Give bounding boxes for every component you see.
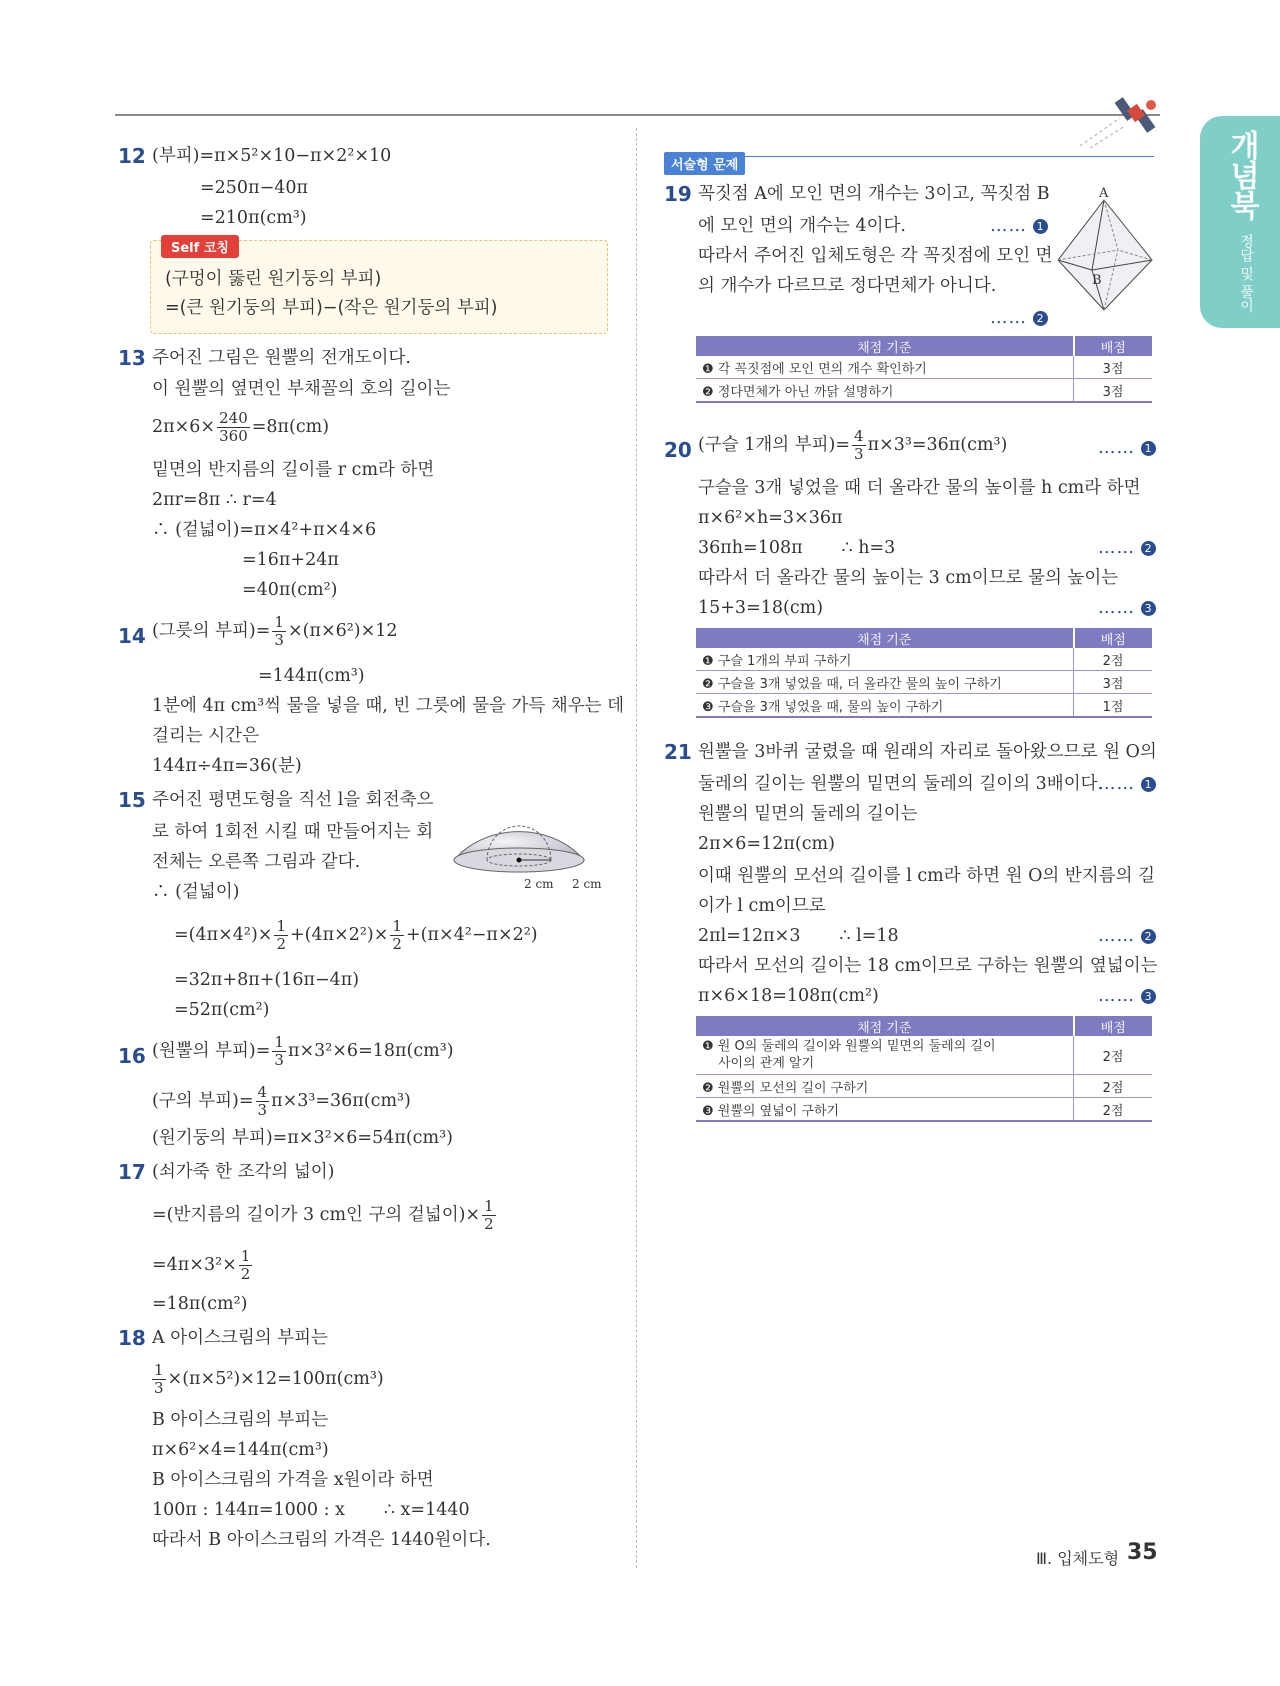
problem-number: 14 [118,624,146,648]
table-header: 배점 [1074,1016,1153,1036]
p19-line: 의 개수가 다르므로 정다면체가 아니다. [698,276,997,296]
fraction [852,428,866,463]
criteria-cell: ❷ 정다면체가 아닌 까닭 설명하기 [696,379,1074,403]
p14-line: 1분에 4π cm³씩 물을 넣을 때, 빈 그릇에 물을 가득 채우는 데 [152,696,625,716]
problem-number: 12 [118,144,146,168]
p16-line [152,1084,411,1119]
p13-line [152,410,329,445]
fraction [274,918,288,953]
marker-circle: 1 [1033,219,1048,234]
denominator: 3 [854,445,864,463]
text: +(π×4²−π×2²) [405,925,538,945]
hemisphere-figure [448,788,618,898]
p18-line: 100π : 144π=1000 : x ∴ x=1440 [152,1500,470,1520]
p21-line: 이가 l cm이므로 [698,896,826,916]
p20-line: 15+3=18(cm) [698,598,824,618]
fraction [272,614,286,649]
marker-circle: 1 [1141,777,1156,792]
p17-line [152,1248,254,1283]
table-header: 채점 기준 [696,628,1074,648]
p20-line: 따라서 더 올라간 물의 높이는 3 cm이므로 물의 높이는 [698,568,1119,588]
numerator: 1 [274,1033,284,1051]
score-cell: 3점 [1074,671,1153,694]
p19-line: 따라서 주어진 입체도형은 각 꼭짓점에 모인 면 [698,246,1053,266]
text: ❶ 원 O의 둘레의 길이와 원뿔의 밑면의 둘레의 길이 [702,1039,996,1054]
answer-marker [1098,596,1156,620]
dots: …… [990,308,1027,328]
denominator: 3 [154,1379,164,1397]
text: =4π×3²× [152,1255,237,1275]
p17-line: =18π(cm²) [152,1294,248,1314]
p13-line: 2πr=8π ∴ r=4 [152,490,277,510]
denominator: 2 [240,1265,251,1283]
fig-label: 2 cm [524,877,554,891]
answer-marker [990,306,1048,330]
p20-line: π×6²×h=3×36π [698,508,843,528]
dots: …… [1098,538,1135,558]
dots: …… [1098,926,1135,946]
p21-line: 원뿔을 3바퀴 굴렸을 때 원래의 자리로 돌아왔으므로 원 O의 [698,742,1157,762]
p13-line: =16π+24π [242,550,339,570]
fig-label: 2 cm [572,877,602,891]
p17-line: (쇠가죽 한 조각의 넓이) [152,1162,335,1182]
p15-line: 로 하여 1회전 시킬 때 만들어지는 회 [152,822,434,842]
p13-line: 주어진 그림은 원뿔의 전개도이다. [152,348,411,368]
top-rule [115,114,1160,116]
text: ×(π×6²)×12 [287,621,398,641]
p13-line: 밑면의 반지름의 길이를 r cm라 하면 [152,460,435,480]
criteria-cell: ❶ 구슬 1개의 부피 구하기 [696,648,1074,671]
p16-line: (원기둥의 부피)=π×3²×6=54π(cm³) [152,1128,453,1148]
side-tab-title: 개념북 [1224,130,1259,220]
p15-line: =32π+8π+(16π−4π) [174,970,360,990]
text: =(반지름의 길이가 3 cm인 구의 겉넓이)× [152,1205,481,1225]
p20-line: 36πh=108π ∴ h=3 [698,538,896,558]
criteria-cell: ❷ 원뿔의 모선의 길이 구하기 [696,1075,1074,1098]
text: π×3³=36π(cm³) [271,1091,411,1111]
denominator: 3 [257,1101,268,1119]
score-cell: 3점 [1074,356,1153,379]
text: +(4π×2²)× [289,925,389,945]
marker-circle: 2 [1141,541,1156,556]
dots: …… [1098,986,1135,1006]
p18-line [150,1362,384,1397]
p14-line: 144π÷4π=36(분) [152,756,302,776]
score-cell: 1점 [1074,694,1153,718]
scoring-table [696,1016,1152,1122]
p16-line [152,1034,454,1069]
p21-line: 2πl=12π×3 ∴ l=18 [698,926,899,946]
text: 에 모인 면의 개수는 4이다. [698,216,906,236]
p13-line: ∴ (겉넓이)=π×4²+π×4×6 [152,520,377,540]
problem-number: 20 [664,438,692,462]
numerator: 240 [219,409,248,427]
numerator: 1 [484,1197,494,1215]
bipyramid-figure [1052,186,1162,316]
text: ×(π×5²)×12=100π(cm³) [167,1369,384,1389]
table-header: 채점 기준 [696,1016,1074,1036]
problem-number: 19 [664,182,692,206]
text: (그릇의 부피)= [152,621,271,641]
answer-marker [1098,984,1156,1008]
fraction [482,1198,496,1233]
score-cell: 3점 [1074,379,1153,403]
fraction [390,918,404,953]
fraction [272,1034,286,1069]
fraction [239,1248,253,1283]
answer-marker [1098,436,1156,460]
self-coaching-line: =(큰 원기둥의 부피)−(작은 원기둥의 부피) [165,298,498,318]
p18-line: 따라서 B 아이스크림의 가격은 1440원이다. [152,1530,491,1550]
dots: …… [990,216,1027,236]
marker-circle: 2 [1141,929,1156,944]
p15-line: 주어진 평면도형을 직선 l을 회전축으 [152,790,434,810]
criteria-cell [696,1036,1074,1075]
p13-line: =40π(cm²) [242,580,338,600]
p17-line [152,1198,498,1233]
numerator: 1 [392,917,402,935]
scoring-table [696,628,1152,718]
text: =8π(cm) [251,417,330,437]
p21-line: 이때 원뿔의 모선의 길이를 l cm라 하면 원 O의 반지름의 길 [698,866,1155,886]
numerator: 4 [854,427,864,445]
answer-marker [990,214,1048,238]
p18-line: B 아이스크림의 가격을 x원이라 하면 [152,1470,434,1490]
self-coaching-badge: Self 코칭 [161,235,239,258]
dots: …… [1098,438,1135,458]
p21-line: 원뿔의 밑면의 둘레의 길이는 [698,804,918,824]
vertex-label: A [1099,186,1109,201]
denominator: 2 [276,935,286,953]
problem-number: 15 [118,788,146,812]
side-tab-subtitle: 정답 및 풀이 [1238,234,1254,313]
numerator: 1 [274,613,284,631]
denominator: 3 [274,1051,284,1069]
marker-circle: 3 [1141,989,1156,1004]
score-cell: 2점 [1074,1075,1153,1098]
p12-line: =210π(cm³) [200,208,307,228]
fraction [256,1084,270,1119]
p14-line: =144π(cm³) [258,666,365,686]
p12-line: (부피)=π×5²×10−π×2²×10 [152,146,392,166]
table-header: 배점 [1074,336,1153,356]
p12-line: =250π−40π [200,178,308,198]
problem-number: 17 [118,1160,146,1184]
answer-marker [1098,536,1156,560]
numerator: 4 [257,1083,268,1101]
p19-line: 꼭짓점 A에 모인 면의 개수는 3이고, 꼭짓점 B [698,184,1050,204]
numerator: 1 [240,1247,251,1265]
answer-marker [1098,924,1156,948]
denominator: 2 [392,935,402,953]
p15-line: 전체는 오른쪽 그림과 같다. [152,852,361,872]
denominator: 3 [274,631,284,649]
p21-line: 둘레의 길이는 원뿔의 밑면의 둘레의 길이의 3배이다. [698,774,1104,794]
score-cell: 2점 [1074,648,1153,671]
text: π×3³=36π(cm³) [867,435,1008,455]
section-badge: 서술형 문제 [664,152,745,175]
marker-circle: 1 [1141,441,1156,456]
text: 사이의 관계 알기 [718,1056,815,1071]
p20-line: 구슬을 3개 넣었을 때 더 올라간 물의 높이를 h cm라 하면 [698,478,1141,498]
p21-line: 따라서 모선의 길이는 18 cm이므로 구하는 원뿔의 옆넓이는 [698,956,1158,976]
answer-marker [1098,772,1156,796]
self-coaching-box [150,240,608,334]
problem-number: 13 [118,346,146,370]
self-coaching-line: (구멍이 뚫린 원기둥의 부피) [165,269,382,289]
p15-line [174,918,538,953]
fraction [152,1362,166,1397]
marker-circle: 3 [1141,601,1156,616]
problem-number: 16 [118,1044,146,1068]
score-cell: 2점 [1074,1036,1153,1075]
satellite-icon [1080,88,1180,148]
text: π×3²×6=18π(cm³) [287,1041,454,1061]
p15-line: =52π(cm²) [174,1000,270,1020]
criteria-cell: ❸ 원뿔의 옆넓이 구하기 [696,1098,1074,1122]
p14-line [152,614,398,649]
score-cell: 2점 [1074,1098,1153,1122]
p18-line: B 아이스크림의 부피는 [152,1410,329,1430]
criteria-cell: ❶ 각 꼭짓점에 모인 면의 개수 확인하기 [696,356,1074,379]
p13-line: 이 원뿔의 옆면인 부채꼴의 호의 길이는 [152,379,451,399]
chapter-label: Ⅲ. 입체도형 [1036,1549,1120,1568]
text: (구슬 1개의 부피)= [698,435,851,455]
marker-circle: 2 [1033,311,1048,326]
criteria-cell: ❸ 구슬을 3개 넣었을 때, 물의 높이 구하기 [696,694,1074,718]
column-separator [636,128,637,1568]
scoring-table [696,336,1152,403]
p15-line: ∴ (겉넓이) [152,882,240,902]
table-header: 채점 기준 [696,336,1074,356]
text: =(4π×4²)× [174,925,273,945]
page-number: 35 [1127,1540,1158,1565]
problem-number: 21 [664,740,692,764]
table-header: 배점 [1074,628,1153,648]
criteria-cell: ❷ 구슬을 3개 넣었을 때, 더 올라간 물의 높이 구하기 [696,671,1074,694]
dots: …… [1098,774,1135,794]
p21-line: 2π×6=12π(cm) [698,834,835,854]
problem-number: 18 [118,1326,146,1350]
p20-line [698,428,1007,463]
text: (원뿔의 부피)= [152,1041,271,1061]
p14-line: 걸리는 시간은 [152,726,259,746]
denominator: 2 [484,1215,494,1233]
p18-line: π×6²×4=144π(cm³) [152,1440,329,1460]
denominator: 360 [219,427,248,445]
numerator: 1 [276,917,286,935]
side-tab[interactable] [1200,116,1280,328]
p19-line [698,214,906,238]
vertex-label: B [1092,273,1102,288]
text: 2π×6× [152,417,216,437]
p18-line: A 아이스크림의 부피는 [152,1328,328,1348]
fraction [217,410,250,445]
numerator: 1 [154,1361,164,1379]
dots: …… [1098,598,1135,618]
text: (구의 부피)= [152,1091,254,1111]
p21-line: π×6×18=108π(cm²) [698,986,879,1006]
